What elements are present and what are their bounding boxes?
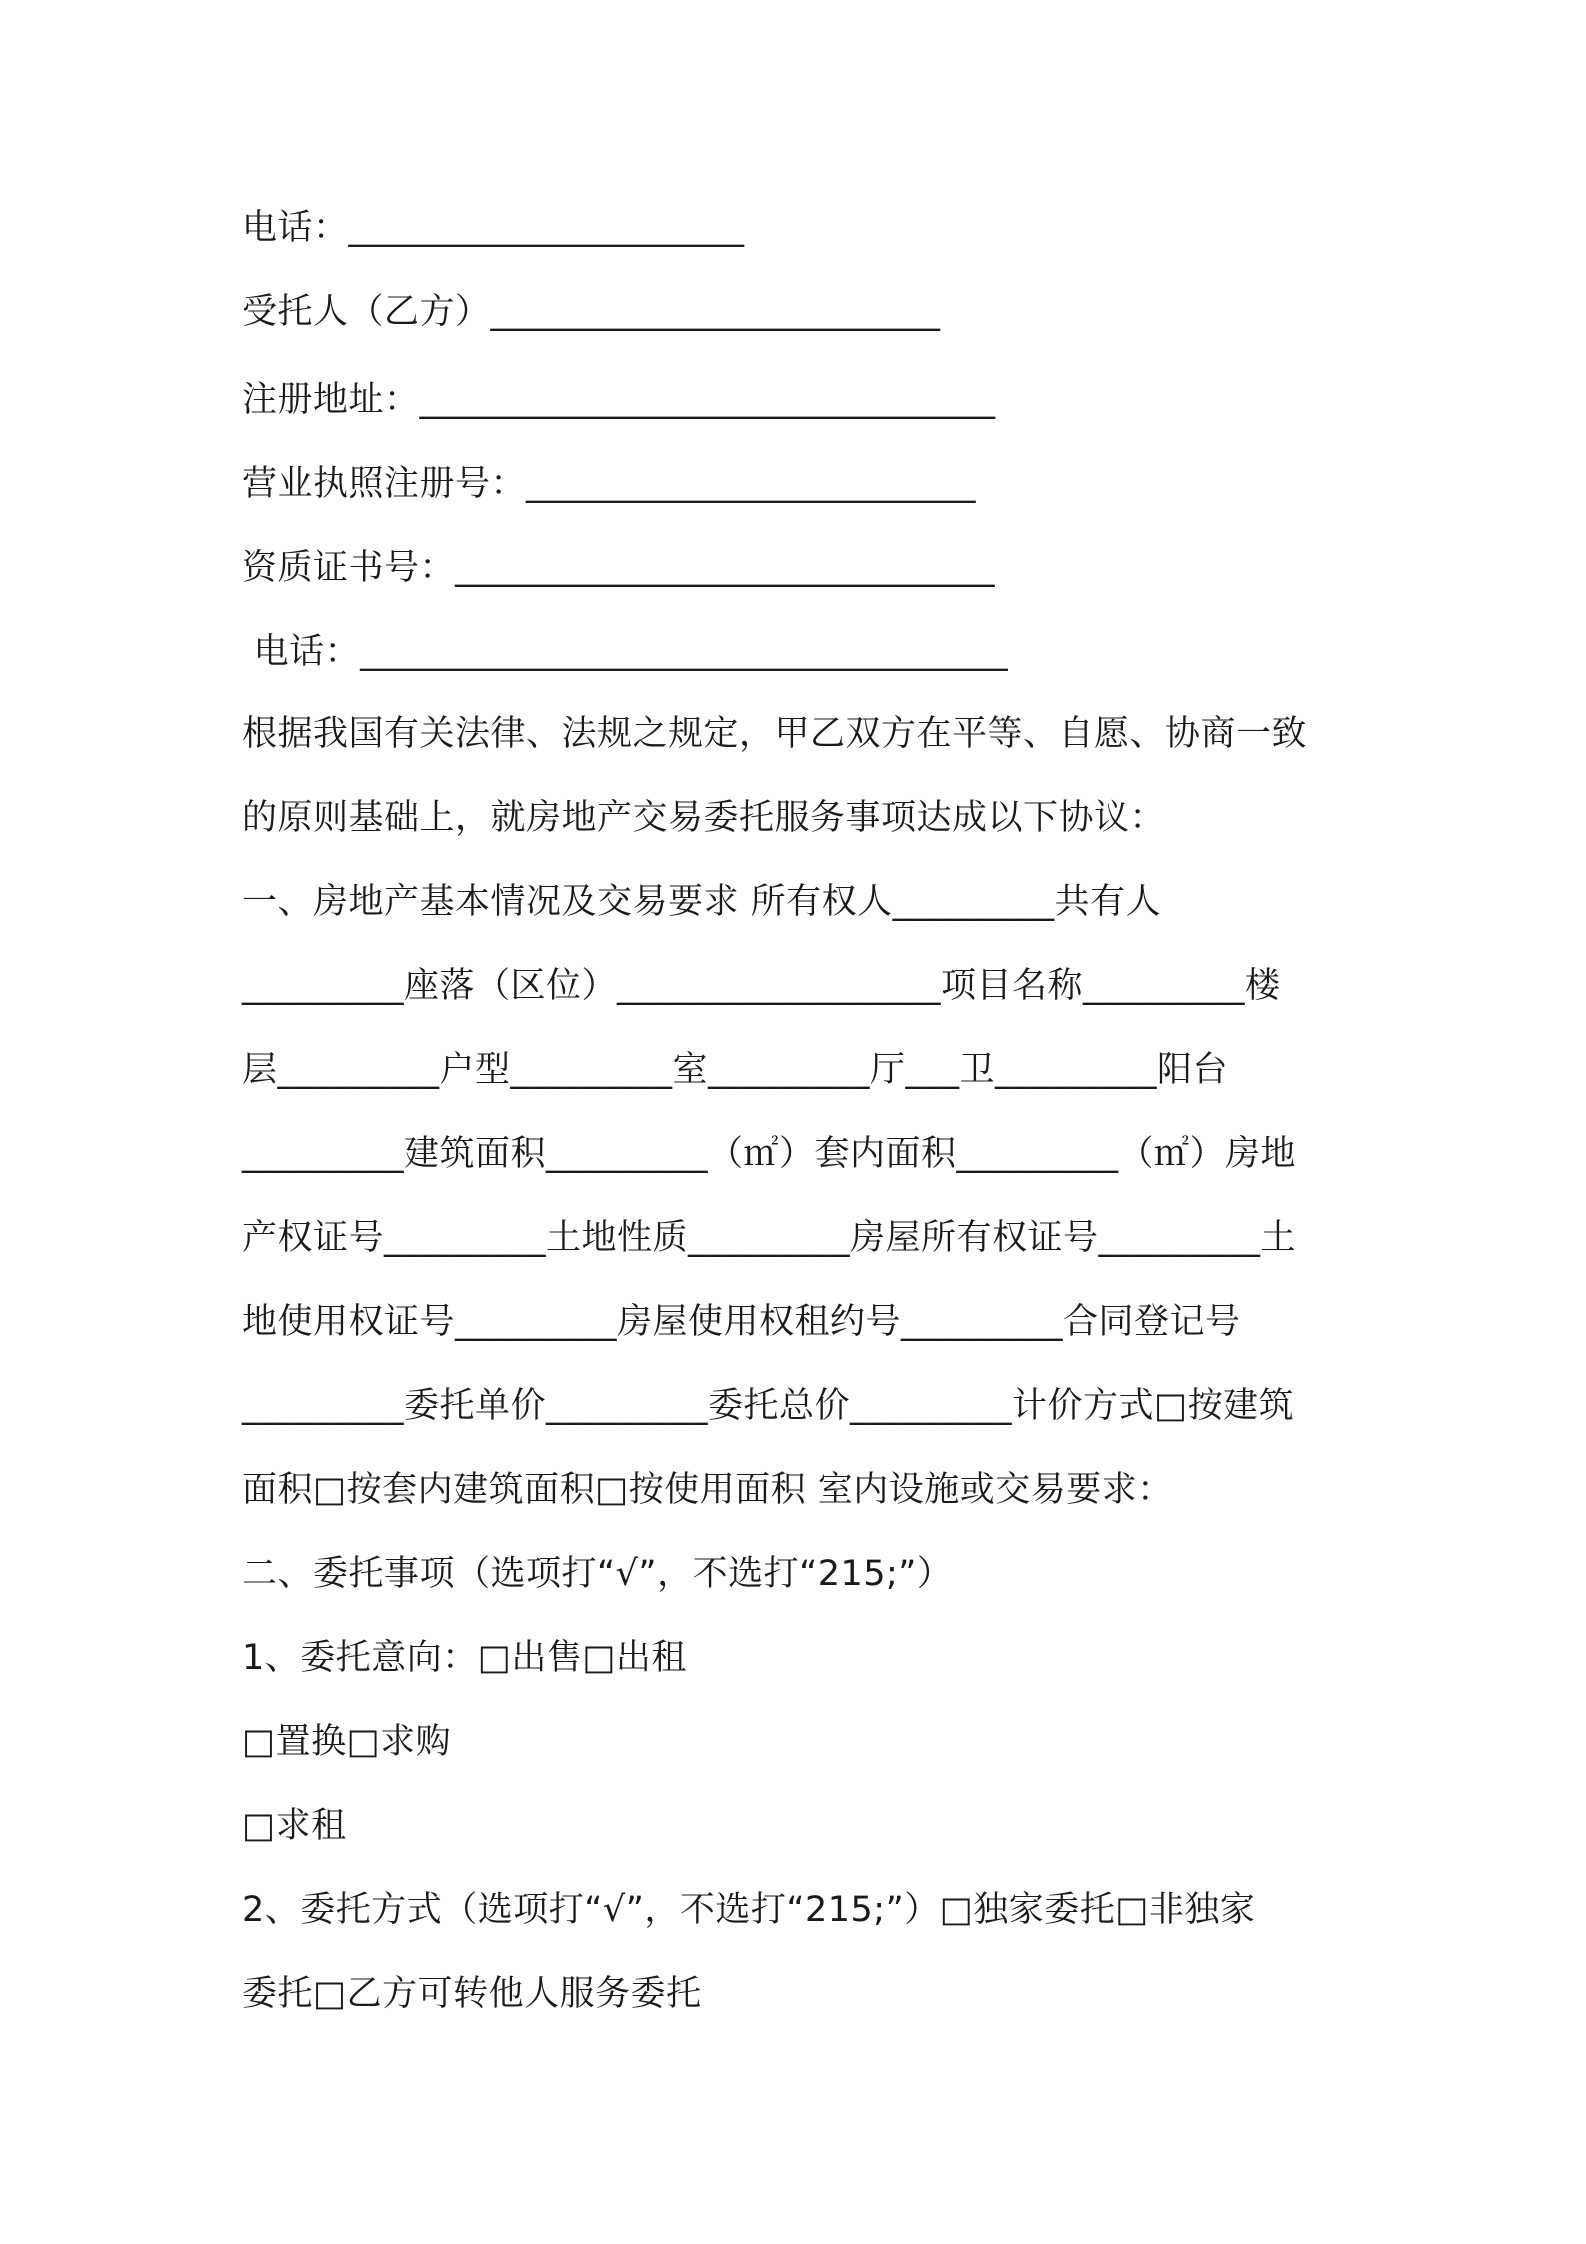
phone-line-1: 电话：______________________ — [242, 208, 745, 248]
section-1-line-5: 产权证号_________土地性质_________房屋所有权证号_________土 — [242, 1218, 1297, 1258]
commission-method-line-1: 2、委托方式（选项打“√”，不选打“215;”）□独家委托□非独家 — [242, 1890, 1256, 1930]
commission-intent-options-2: □求租 — [242, 1806, 347, 1846]
trustee-line: 受托人（乙方）_________________________ — [242, 292, 941, 332]
section-1-line-4: _________建筑面积_________（㎡）套内面积_________（㎡）房地 — [242, 1134, 1297, 1174]
commission-intent-line: 1、委托意向：□出售□出租 — [242, 1638, 687, 1678]
section-1-line-7: _________委托单价_________委托总价_________计价方式□按建筑 — [242, 1386, 1295, 1426]
section-1-heading: 一、房地产基本情况及交易要求 所有权人_________共有人 — [242, 882, 1162, 922]
registered-address-line: 注册地址：________________________________ — [242, 380, 996, 420]
section-1-line-8: 面积□按套内建筑面积□按使用面积 室内设施或交易要求： — [242, 1470, 1173, 1510]
section-1-line-3: 层_________户型_________室_________厅___卫_________阳台 — [242, 1050, 1229, 1090]
section-1-line-6: 地使用权证号_________房屋使用权租约号_________合同登记号 — [242, 1302, 1241, 1342]
commission-intent-options-1: □置换□求购 — [242, 1722, 452, 1762]
phone-line-2: 电话：____________________________________ — [242, 632, 1009, 672]
business-license-line: 营业执照注册号：_________________________ — [242, 464, 977, 504]
section-1-line-2: _________座落（区位）__________________项目名称_________楼 — [242, 966, 1281, 1006]
preamble-line-2: 的原则基础上，就房地产交易委托服务事项达成以下协议： — [242, 798, 1166, 838]
preamble-line-1: 根据我国有关法律、法规之规定，甲乙双方在平等、自愿、协商一致 — [242, 714, 1308, 754]
commission-method-line-2: 委托□乙方可转他人服务委托 — [242, 1974, 702, 2014]
section-2-heading: 二、委托事项（选项打“√”，不选打“215;”） — [242, 1554, 953, 1594]
qualification-cert-line: 资质证书号：______________________________ — [242, 548, 996, 588]
